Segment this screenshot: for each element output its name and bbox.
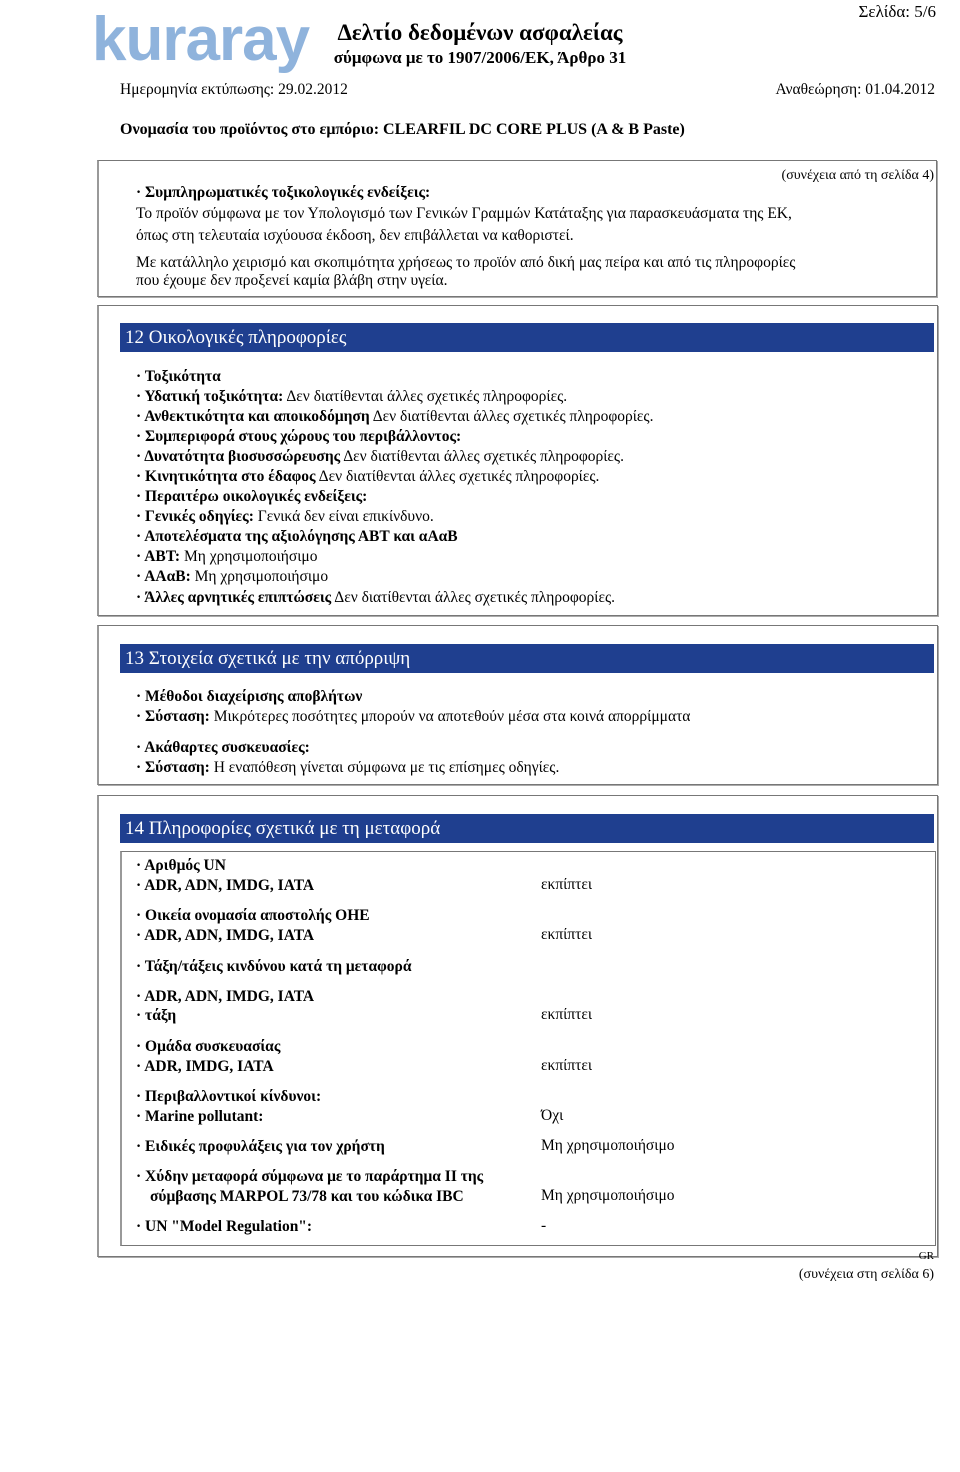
environment-behaviour: · Συμπεριφορά στους χώρους του περιβάλλοντος: (136, 428, 462, 445)
packing-group-value: εκπίπτει (541, 1057, 593, 1074)
class-label: · τάξη (136, 1007, 177, 1024)
waste-methods: · Μέθοδοι διαχείρισης αποβλήτων (136, 688, 363, 705)
env-hazards-heading: · Περιβαλλοντικοί κίνδυνοι: (136, 1088, 322, 1105)
document-subtitle: σύμφωνα με το 1907/2006/ΕΚ, Άρθρο 31 (333, 48, 627, 67)
shipping-name-heading: · Οικεία ονομασία αποστολής ΟΗΕ (136, 907, 370, 924)
aquatic-toxicity: · Υδατική τοξικότητα: Δεν διατίθενται άλλες σχετικές πληροφορίες. (136, 388, 568, 405)
svg-text:kuraray: kuraray (92, 8, 310, 74)
further-ecological: · Περαιτέρω οικολογικές ενδείξεις: (136, 488, 368, 505)
un-number-modes: · ADR, ADN, IMDG, IATA (136, 877, 315, 894)
pbt-heading: · Αποτελέσματα της αξιολόγησης ΑΒΤ και αΑαΒ (136, 528, 458, 545)
user-precautions-label: · Ειδικές προφυλάξεις για τον χρήστη (136, 1138, 385, 1155)
continued-from-note: (συνέχεια από τη σελίδα 4) (781, 168, 934, 183)
model-regulation-label: · UN "Model Regulation": (136, 1218, 313, 1235)
un-number-heading: · Αριθμός UN (136, 857, 226, 874)
soil-mobility: · Κινητικότητα στο έδαφος Δεν διατίθενται άλλες σχετικές πληροφορίες. (136, 468, 600, 485)
model-regulation-value: - (541, 1217, 547, 1234)
marine-pollutant-value: Όχι (541, 1107, 564, 1124)
toxicity-heading: · Τοξικότητα (136, 368, 221, 385)
product-name: Ονομασία του προϊόντος στο εμπόριο: CLEARFIL DC CORE PLUS (A & B Paste) (120, 121, 685, 138)
tox-heading: · Συμπληρωματικές τοξικολογικές ενδείξεις: (136, 184, 431, 201)
recommendation-2: · Σύσταση: Η εναπόθεση γίνεται σύμφωνα με τις επίσημες οδηγίες. (136, 759, 560, 776)
hazard-class-heading: · Τάξη/τάξεις κινδύνου κατά τη μεταφορά (136, 958, 412, 975)
document-title: Δελτίο δεδομένων ασφαλείας (337, 20, 623, 45)
section-12-title: 12 Οικολογικές πληροφορίες (120, 323, 934, 352)
section-14-title: 14 Πληροφορίες σχετικά με τη μεταφορά (120, 814, 934, 843)
user-precautions-value: Μη χρησιμοποιήσιμο (541, 1137, 675, 1154)
packing-group-modes: · ADR, IMDG, IATA (136, 1058, 274, 1075)
other-effects: · Άλλες αρνητικές επιπτώσεις Δεν διατίθενται άλλες σχετικές πληροφορίες. (136, 589, 615, 606)
hazard-class-modes: · ADR, ADN, IMDG, IATA (136, 988, 315, 1005)
vpvb: · ΑΑαΒ: Μη χρησιμοποιήσιμο (136, 568, 329, 585)
recommendation-1: · Σύσταση: Μικρότερες ποσότητες μπορούν να αποτεθούν μέσα στα κοινά απορρίμματα (136, 708, 691, 725)
continued-to-note: (συνέχεια στη σελίδα 6) (798, 1267, 934, 1282)
un-number-value: εκπίπτει (541, 876, 593, 893)
pbt: · ΑΒΤ: Μη χρησιμοποιήσιμο (136, 548, 318, 565)
tox-text-3: Με κατάλληλο χειρισμό και σκοπιμότητα χρήσεως το προϊόν από δική μας πείρα και από τις πληροφορίες (136, 254, 796, 271)
shipping-name-value: εκπίπτει (541, 926, 593, 943)
section-13-title: 13 Στοιχεία σχετικά με την απόρριψη (120, 644, 934, 673)
bioaccumulation: · Δυνατότητα βιοσυσσώρευσης Δεν διατίθενται άλλες σχετικές πληροφορίες. (136, 448, 624, 465)
persistence: · Ανθεκτικότητα και αποικοδόμηση Δεν διατίθενται άλλες σχετικές πληροφορίες. (136, 408, 654, 425)
bulk-transport-value: Μη χρησιμοποιήσιμο (541, 1187, 675, 1204)
marine-pollutant-label: · Marine pollutant: (136, 1108, 264, 1125)
bulk-transport-label-2: σύμβασης MARPOL 73/78 και του κώδικα IBC (150, 1188, 464, 1205)
bulk-transport-label-1: · Χύδην μεταφορά σύμφωνα με το παράρτημα ΙΙ της (136, 1168, 484, 1185)
country-code: GR (918, 1250, 934, 1262)
shipping-name-modes: · ADR, ADN, IMDG, IATA (136, 927, 315, 944)
revision-date: Αναθεώρηση: 01.04.2012 (775, 81, 935, 98)
tox-text-4: που έχουμε δεν προξενεί καμία βλάβη στην υγεία. (136, 272, 448, 289)
general-notes: · Γενικές οδηγίες: Γενικά δεν είναι επικίνδυνο. (136, 508, 434, 525)
tox-text-1: Το προϊόν σύμφωνα με τον Υπολογισμό των Γενικών Γραμμών Κατάταξης για παρασκευάσματα της ΕΚ, (136, 205, 792, 222)
page-number: Σελίδα: 5/6 (858, 2, 936, 21)
class-value: εκπίπτει (541, 1006, 593, 1023)
uncleaned-packaging: · Ακάθαρτες συσκευασίες: (136, 739, 310, 756)
tox-text-2: όπως στη τελευταία ισχύουσα έκδοση, δεν επιβάλλεται να καθοριστεί. (136, 227, 574, 244)
print-date: Ημερομηνία εκτύπωσης: 29.02.2012 (120, 81, 348, 98)
packing-group-heading: · Ομάδα συσκευασίας (136, 1038, 281, 1055)
